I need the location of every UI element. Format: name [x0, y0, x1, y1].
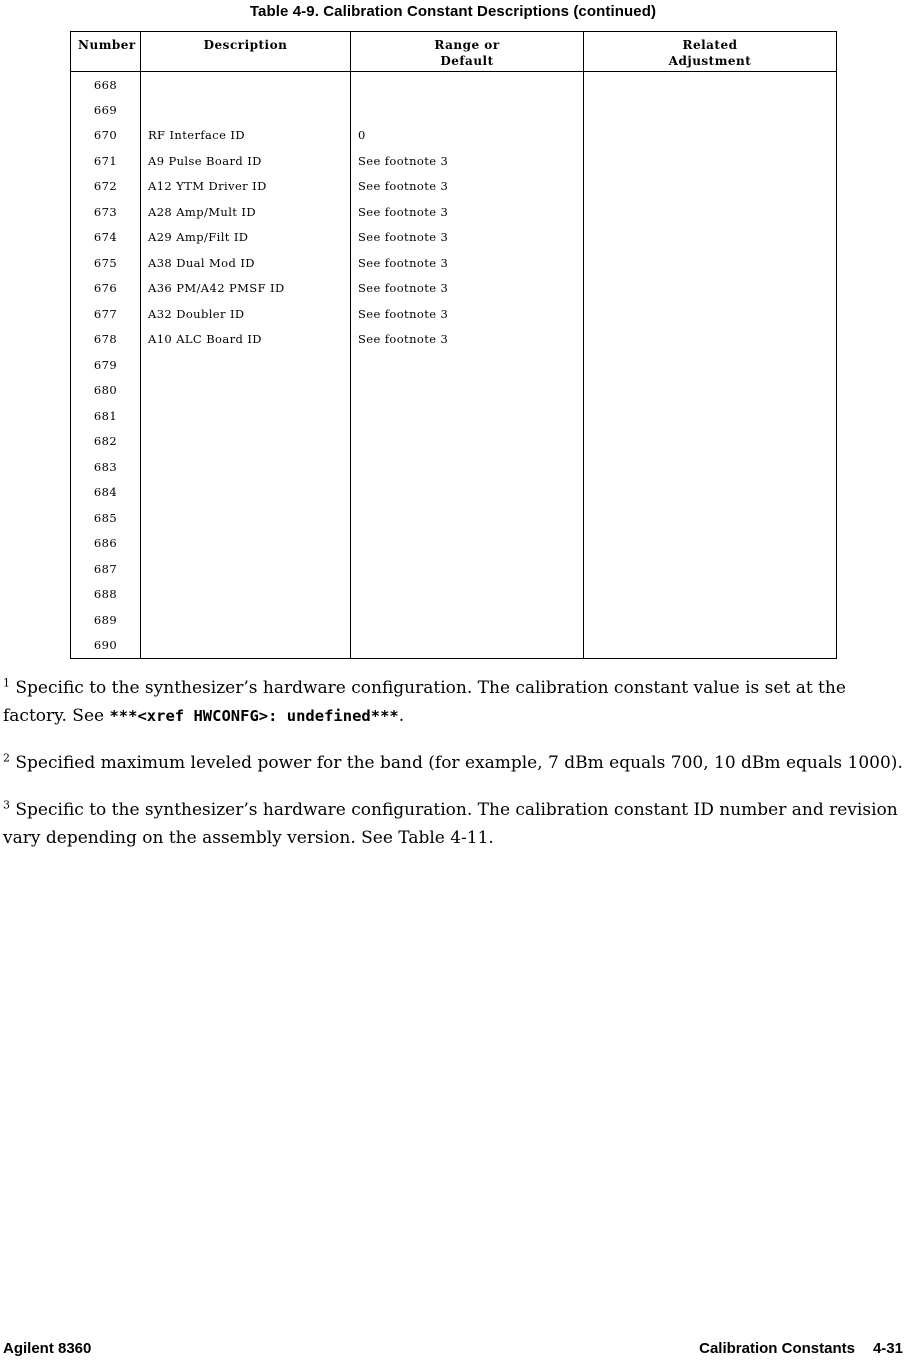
cell-number: 673 — [93, 204, 118, 219]
cell-range — [351, 378, 584, 404]
cell-description: A36 PM/A42 PMSF ID — [141, 276, 351, 302]
cell-number: 675 — [93, 255, 118, 270]
cell-description: A38 Dual Mod ID — [141, 250, 351, 276]
table-row — [71, 174, 837, 200]
footer-section-label: Calibration Constants — [699, 1340, 855, 1357]
cell-adjustment — [584, 607, 837, 633]
col-header-number-label: Number — [78, 38, 136, 52]
cell-adjustment — [584, 72, 837, 98]
cell-description — [141, 454, 351, 480]
cell-adjustment — [584, 199, 837, 225]
footnote-1-text-end: . — [398, 705, 405, 726]
cell-adjustment — [584, 505, 837, 531]
cell-description — [141, 480, 351, 506]
col-header-adjustment — [584, 32, 837, 72]
cell-description: RF Interface ID — [141, 123, 351, 149]
cell-adjustment — [584, 327, 837, 353]
cell-description — [141, 72, 351, 98]
table-title: Table 4-9. Calibration Constant Descriptions (continued) — [249, 3, 657, 20]
cell-description — [141, 607, 351, 633]
cell-description — [141, 403, 351, 429]
table-row — [71, 327, 837, 353]
cell-description — [141, 429, 351, 455]
page-footer — [0, 1340, 906, 1357]
cell-adjustment — [584, 123, 837, 149]
cell-range: See footnote 3 — [351, 250, 584, 276]
cell-number: 671 — [93, 153, 118, 168]
cell-number: 670 — [93, 128, 118, 143]
cell-adjustment — [584, 531, 837, 557]
cell-number: 677 — [93, 306, 118, 321]
cell-number: 689 — [93, 612, 118, 627]
cell-number: 682 — [93, 434, 118, 449]
footnote-2-text: Specified maximum leveled power for the band (for example, 7 dBm equals 700, 10 dBm equals 1000). — [15, 752, 903, 773]
cell-adjustment — [584, 174, 837, 200]
cell-adjustment — [584, 378, 837, 404]
cell-description: A29 Amp/Filt ID — [141, 225, 351, 251]
cell-description — [141, 633, 351, 659]
cell-adjustment — [584, 301, 837, 327]
cell-range — [351, 72, 584, 98]
cell-description — [141, 582, 351, 608]
col-header-adjustment-line1: Related — [682, 38, 738, 52]
cell-number: 672 — [93, 179, 118, 194]
cell-range — [351, 556, 584, 582]
cell-range — [351, 633, 584, 659]
cell-number: 690 — [93, 638, 118, 652]
footnote-1 — [3, 674, 903, 730]
cell-number: 687 — [93, 561, 118, 576]
cell-adjustment — [584, 148, 837, 174]
cell-description — [141, 97, 351, 123]
cell-number: 676 — [93, 281, 118, 296]
cell-adjustment — [584, 429, 837, 455]
table-row — [71, 72, 837, 98]
footer-product-name: Agilent 8360 — [3, 1340, 92, 1357]
footnote-2-marker: 2 — [3, 750, 10, 764]
table-header-row — [71, 32, 837, 72]
cell-range — [351, 454, 584, 480]
cell-range: See footnote 3 — [351, 174, 584, 200]
footnote-3-text: Specific to the synthesizer’s hardware configuration. The calibration constant ID number and revision vary depending on the assembly version. See Table 4-11. — [3, 799, 898, 848]
footnote-3 — [3, 796, 903, 852]
footnote-1-text: Specific to the synthesizer’s hardware configuration. The calibration constant value is set at the factory. See — [3, 677, 846, 726]
table-row — [71, 403, 837, 429]
cell-number: 669 — [93, 102, 118, 117]
cell-number: 686 — [93, 536, 118, 551]
table-row — [71, 556, 837, 582]
col-header-number — [71, 32, 141, 72]
cell-number: 678 — [93, 332, 118, 347]
footnotes — [0, 674, 906, 852]
cell-number: 688 — [93, 587, 118, 602]
cell-description — [141, 531, 351, 557]
footnote-2 — [3, 749, 903, 777]
cell-range — [351, 480, 584, 506]
cell-number: 680 — [93, 383, 118, 398]
table-row — [71, 301, 837, 327]
table-row — [71, 352, 837, 378]
cell-range — [351, 582, 584, 608]
footnote-1-marker: 1 — [3, 675, 10, 689]
table-row — [71, 148, 837, 174]
cell-number: 684 — [93, 485, 118, 500]
col-header-description-label: Description — [203, 38, 288, 52]
table-row — [71, 276, 837, 302]
table-row — [71, 505, 837, 531]
cell-description — [141, 378, 351, 404]
cell-number: 674 — [93, 230, 118, 245]
cell-description — [141, 352, 351, 378]
cell-range: 0 — [351, 123, 584, 149]
cell-description — [141, 556, 351, 582]
table-row — [71, 97, 837, 123]
cell-description: A10 ALC Board ID — [141, 327, 351, 353]
table-row — [71, 199, 837, 225]
col-header-range-line2: Default — [440, 53, 494, 68]
col-header-range-line1: Range or — [434, 38, 500, 52]
cell-range: See footnote 3 — [351, 327, 584, 353]
footer-section — [699, 1340, 903, 1357]
col-header-range — [351, 32, 584, 72]
table-row — [71, 378, 837, 404]
cell-description — [141, 505, 351, 531]
cell-adjustment — [584, 556, 837, 582]
cell-range: See footnote 3 — [351, 199, 584, 225]
cell-adjustment — [584, 225, 837, 251]
cell-range — [351, 607, 584, 633]
cell-range: See footnote 3 — [351, 276, 584, 302]
table-body — [71, 72, 837, 659]
cell-adjustment — [584, 97, 837, 123]
cell-adjustment — [584, 276, 837, 302]
cell-number: 681 — [93, 408, 118, 423]
cell-adjustment — [584, 352, 837, 378]
col-header-description — [141, 32, 351, 72]
footer-page-number: 4-31 — [872, 1340, 903, 1357]
table-row — [71, 454, 837, 480]
cell-range: See footnote 3 — [351, 148, 584, 174]
cell-range — [351, 352, 584, 378]
calibration-table — [70, 31, 837, 659]
cell-adjustment — [584, 582, 837, 608]
table-row — [71, 429, 837, 455]
cell-range — [351, 429, 584, 455]
cell-adjustment — [584, 633, 837, 659]
table-row — [71, 582, 837, 608]
cell-description: A12 YTM Driver ID — [141, 174, 351, 200]
cell-adjustment — [584, 454, 837, 480]
cell-adjustment — [584, 250, 837, 276]
cell-range — [351, 531, 584, 557]
footnote-1-xref-code: ***<xref HWCONFG>: undefined*** — [109, 706, 399, 725]
table-row — [71, 633, 837, 659]
cell-adjustment — [584, 480, 837, 506]
cell-description: A9 Pulse Board ID — [141, 148, 351, 174]
cell-description: A32 Doubler ID — [141, 301, 351, 327]
table-row — [71, 123, 837, 149]
col-header-adjustment-line2: Adjustment — [668, 53, 752, 68]
cell-range — [351, 505, 584, 531]
cell-number: 685 — [93, 510, 118, 525]
cell-range: See footnote 3 — [351, 301, 584, 327]
cell-range — [351, 97, 584, 123]
table-row — [71, 531, 837, 557]
cell-description: A28 Amp/Mult ID — [141, 199, 351, 225]
cell-adjustment — [584, 403, 837, 429]
table-row — [71, 250, 837, 276]
cell-number: 679 — [93, 357, 118, 372]
cell-range — [351, 403, 584, 429]
cell-range: See footnote 3 — [351, 225, 584, 251]
cell-number: 683 — [93, 459, 118, 474]
footnote-3-marker: 3 — [3, 797, 10, 811]
table-row — [71, 225, 837, 251]
table-row — [71, 607, 837, 633]
cell-number: 668 — [93, 77, 118, 92]
table-row — [71, 480, 837, 506]
